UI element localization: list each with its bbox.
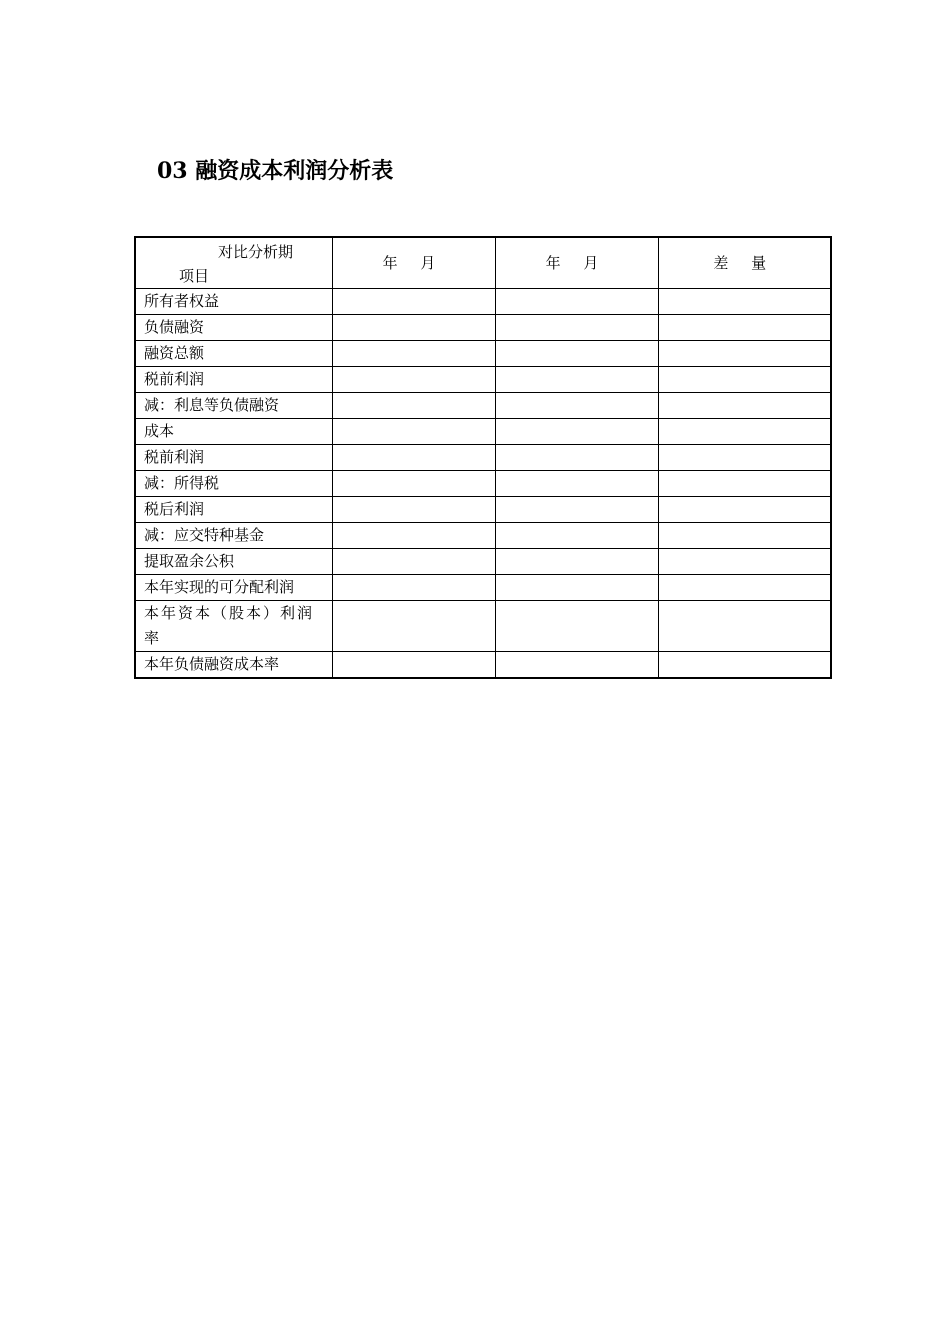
row-label: 本年资本（股本）利润率 — [135, 601, 332, 652]
difference-cell — [658, 549, 831, 575]
period-1-cell — [332, 601, 495, 652]
table-row — [135, 315, 831, 341]
difference-cell — [658, 315, 831, 341]
period-1-cell — [332, 445, 495, 471]
row-label: 提取盈余公积 — [135, 549, 332, 575]
table-row — [135, 471, 831, 497]
difference-cell — [658, 419, 831, 445]
row-label: 税前利润 — [135, 445, 332, 471]
period-2-cell — [495, 523, 658, 549]
period-2-cell — [495, 367, 658, 393]
period-1-cell — [332, 652, 495, 679]
table-row — [135, 419, 831, 445]
table-row — [135, 497, 831, 523]
period-2-cell — [495, 601, 658, 652]
difference-cell — [658, 367, 831, 393]
period-1-cell — [332, 497, 495, 523]
period-2-cell — [495, 315, 658, 341]
period-1-cell — [332, 393, 495, 419]
header-corner-cell — [135, 237, 332, 289]
table-row — [135, 393, 831, 419]
period-2-cell — [495, 445, 658, 471]
column-header-period-2: 年 月 — [495, 237, 658, 289]
table-row — [135, 601, 831, 652]
column-header-period-1: 年 月 — [332, 237, 495, 289]
row-label: 减：所得税 — [135, 471, 332, 497]
row-label: 所有者权益 — [135, 289, 332, 315]
table-row — [135, 575, 831, 601]
period-2-cell — [495, 419, 658, 445]
difference-cell — [658, 652, 831, 679]
period-1-cell — [332, 367, 495, 393]
table-row — [135, 523, 831, 549]
difference-cell — [658, 289, 831, 315]
row-label: 税后利润 — [135, 497, 332, 523]
row-label: 本年负债融资成本率 — [135, 652, 332, 679]
period-2-cell — [495, 497, 658, 523]
difference-cell — [658, 497, 831, 523]
row-label: 成本 — [135, 419, 332, 445]
period-2-cell — [495, 289, 658, 315]
difference-cell — [658, 341, 831, 367]
period-1-cell — [332, 575, 495, 601]
period-1-cell — [332, 471, 495, 497]
period-1-cell — [332, 549, 495, 575]
column-header-difference: 差 量 — [658, 237, 831, 289]
period-1-cell — [332, 523, 495, 549]
row-label: 负债融资 — [135, 315, 332, 341]
period-1-cell — [332, 289, 495, 315]
row-label: 减：应交特种基金 — [135, 523, 332, 549]
difference-cell — [658, 393, 831, 419]
row-label: 融资总额 — [135, 341, 332, 367]
table-row — [135, 289, 831, 315]
analysis-table — [134, 236, 832, 679]
difference-cell — [658, 471, 831, 497]
period-1-cell — [332, 315, 495, 341]
item-label: 项目 — [179, 267, 210, 285]
table-row — [135, 341, 831, 367]
period-1-cell — [332, 419, 495, 445]
difference-cell — [658, 523, 831, 549]
period-1-cell — [332, 341, 495, 367]
row-label: 税前利润 — [135, 367, 332, 393]
period-2-cell — [495, 575, 658, 601]
difference-cell — [658, 445, 831, 471]
table-row — [135, 445, 831, 471]
period-2-cell — [495, 471, 658, 497]
table-row — [135, 652, 831, 679]
comparison-period-label: 对比分析期 — [218, 243, 294, 261]
period-2-cell — [495, 652, 658, 679]
row-label: 减：利息等负债融资 — [135, 393, 332, 419]
period-2-cell — [495, 549, 658, 575]
period-2-cell — [495, 393, 658, 419]
difference-cell — [658, 601, 831, 652]
period-2-cell — [495, 341, 658, 367]
difference-cell — [658, 575, 831, 601]
page-title: 03 融资成本利润分析表 — [157, 158, 394, 184]
table-row — [135, 367, 831, 393]
row-label: 本年实现的可分配利润 — [135, 575, 332, 601]
table-row — [135, 549, 831, 575]
table-header-row — [135, 237, 831, 289]
